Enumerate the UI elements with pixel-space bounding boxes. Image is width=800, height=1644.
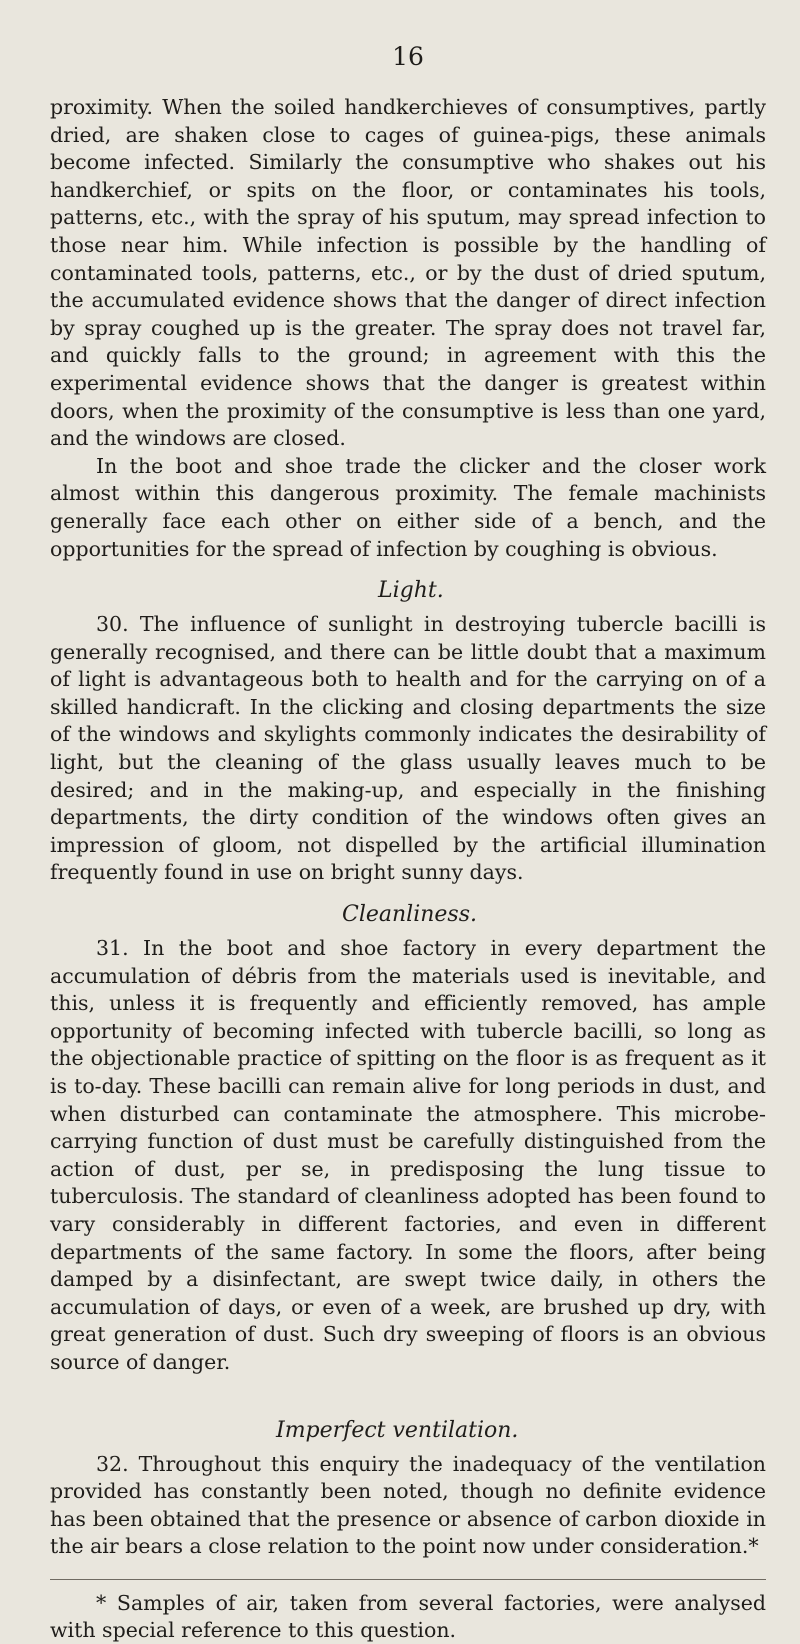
paragraph-boot-shoe-trade: In the boot and shoe trade the clicker and the closer work almost within this dangerous proximity. The female machinists generally face each other on either side of a bench, and the opportunities for the spread of infection by coughing is obvious. (50, 453, 766, 561)
section-heading-cleanliness: Cleanliness. (342, 902, 478, 928)
footnote-divider (50, 1579, 766, 1580)
section-heading-imperfect-ventilation: Imperfect ventilation. (276, 1417, 519, 1443)
paragraph-proximity: proximity. When the soiled handkerchieves of consumptives, partly dried, are shaken close to cages of guinea-pigs, these animals become infected. Similarly the consumptive who shakes out his handkerchief, or spits on the floor, or contaminates his tools, patterns, etc., with the spray of his sputum, may spread infection to those near him. While infection is possible by the handling of contaminated tools, patterns, etc., or by the dust of dried sputum, the accumulated evidence shows that the danger of direct infection by spray coughed up is the greater. The spray does not travel far, and quickly falls to the ground; in agreement with this the experimental evidence shows that the danger is greatest within doors, when the proximity of the consumptive is less than one yard, and the windows are closed. (50, 95, 766, 451)
paragraph-32-ventilation: 32. Throughout this enquiry the inadequacy of the ventilation provided has constantly been noted, though no definite evidence has been obtained that the presence or absence of carbon dioxide in the air bears a close relation to the point now under consideration.* (50, 1451, 766, 1559)
paragraph-31-cleanliness: 31. In the boot and shoe factory in every department the accumulation of débris from the materials used is inevitable, and this, unless it is frequently and efficiently removed, has ample opportunity of becoming infected with tubercle bacilli, so long as the objectionable practice of spitting on the floor is as frequent as it is to-day. These bacilli can remain alive for long periods in dust, and when disturbed can contaminate the atmosphere. This microbe-carrying function of dust must be carefully distinguished from the action of dust, per se, in predisposing the lung tissue to tuberculosis. The standard of cleanliness adopted has been found to vary considerably in different factories, and even in different departments of the same factory. In some the floors, after being damped by a disinfectant, are swept twice daily, in others the accumulation of days, or even of a week, are brushed up dry, with great generation of dust. Such dry sweeping of floors is an obvious source of danger. (50, 936, 766, 1374)
section-heading-light: Light. (378, 578, 444, 604)
page-number: 16 (392, 42, 424, 71)
footnote: * Samples of air, taken from several factories, were analysed with special reference to this question. (50, 1590, 766, 1642)
paragraph-30-sunlight: 30. The influence of sunlight in destroying tubercle bacilli is generally recognised, and there can be little doubt that a maximum of light is advantageous both to health and for the carrying on of a skilled handicraft. In the clicking and closing departments the size of the windows and skylights commonly indicates the desirability of light, but the cleaning of the glass usually leaves much to be desired; and in the making-up, and especially in the finishing departments, the dirty condition of the windows often gives an impression of gloom, not dispelled by the artificial illumination frequently found in use on bright sunny days. (50, 612, 766, 885)
